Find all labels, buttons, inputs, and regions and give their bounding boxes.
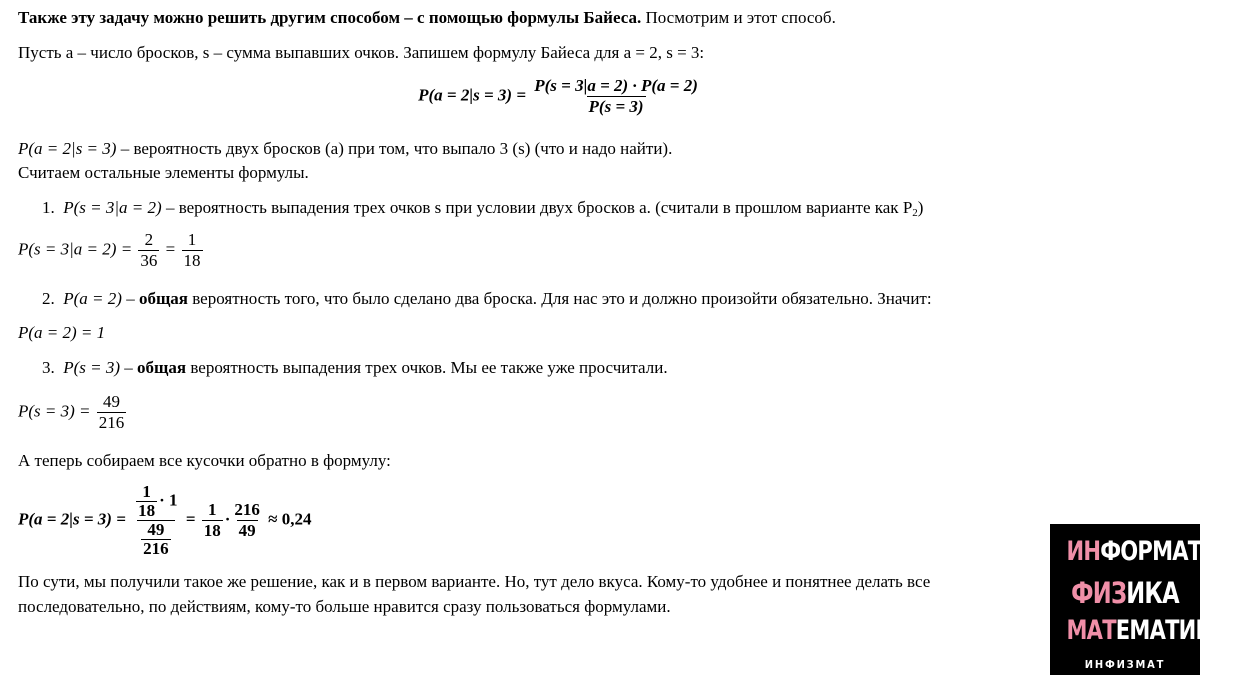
target-text: – вероятность двух бросков (a) при том, что выпало 3 (s) (что и надо найти). — [116, 139, 673, 158]
item1-close: ) — [917, 198, 924, 217]
final-lower-fraction — [141, 521, 171, 558]
logo-l1-rest: ФОРМАТИКА — [1100, 536, 1250, 567]
item2-dash: – — [121, 289, 139, 308]
item2-text: вероятность того, что было сделано два броска. Для нас это и должно произойти обязательно. Значит: — [188, 289, 932, 308]
final-fraction-2 — [232, 500, 262, 541]
final-lower-den: 216 — [143, 539, 169, 558]
final-compound-fraction — [132, 483, 179, 558]
eq1-den-b: 18 — [183, 251, 201, 270]
intro-bold: Также эту задачу можно решить другим способом – с помощью формулы Байеса. — [18, 8, 642, 27]
item3-text: вероятность выпадения трех очков. Мы ее также уже просчитали. — [186, 358, 668, 377]
logo-footer: ИНФИЗМАТ — [1084, 658, 1166, 671]
list-item-3 — [42, 357, 668, 379]
final-approx: ≈ 0,24 — [268, 509, 312, 529]
logo-line-fizika — [1067, 576, 1184, 610]
eq1-fraction-a — [138, 230, 159, 271]
conclusion-line-2: последовательно, по действиям, кому-то больше нравится сразу пользоваться формулами. — [18, 597, 671, 616]
final-dot: · — [224, 509, 231, 529]
infizmat-logo — [1050, 524, 1250, 675]
final-inner-fraction — [136, 483, 157, 520]
bayes-denominator: P(s = 3) — [588, 97, 644, 116]
list-item-1 — [42, 197, 923, 224]
item3-dash: – — [120, 358, 138, 377]
equation-3 — [18, 392, 128, 433]
eq1-num-a: 2 — [144, 230, 154, 249]
item1-expr: P(s = 3|a = 2) — [63, 198, 162, 217]
definition-line: Пусть a – число бросков, s – сумма выпавших очков. Запишем формулу Байеса для a = 2, s = 3: — [18, 43, 705, 62]
target-expr: P(a = 2|s = 3) — [18, 139, 117, 158]
logo-l1-accent: ИН — [1066, 536, 1101, 567]
item1-text: – вероятность выпадения трех очков s при условии двух бросков a. (считали в прошлом варианте как P — [161, 198, 913, 217]
logo-l2-rest: ИКА — [1126, 576, 1179, 610]
final-times-one: · 1 — [159, 490, 178, 510]
final-upper — [132, 483, 179, 520]
logo-line-matematika — [1066, 615, 1228, 646]
final-lhs: P(a = 2|s = 3) = — [18, 509, 126, 529]
logo-line-informatika — [1066, 536, 1250, 567]
bayes-formula — [0, 76, 1120, 117]
final-f1-num: 1 — [208, 500, 217, 519]
bayes-numerator: P(s = 3|a = 2) · P(a = 2) — [534, 76, 698, 95]
eq3-den: 216 — [98, 413, 125, 432]
item1-number: 1. — [42, 198, 55, 217]
final-f2-den: 49 — [238, 521, 256, 540]
bayes-fraction — [532, 76, 700, 117]
final-f2-num: 216 — [234, 500, 260, 519]
eq3-num: 49 — [103, 392, 121, 411]
eq3-lhs: P(s = 3) = — [18, 401, 91, 421]
item2-bold: общая — [138, 289, 188, 308]
count-line: Считаем остальные элементы формулы. — [18, 163, 309, 182]
logo-l3-accent: МАТ — [1066, 615, 1116, 646]
eq1-num-b: 1 — [187, 230, 197, 249]
final-f1-den: 18 — [203, 521, 221, 540]
item3-number: 3. — [42, 358, 55, 377]
logo-l2-accent: ФИЗ — [1071, 576, 1127, 610]
target-definition — [18, 138, 672, 160]
bayes-lhs: P(a = 2|s = 3) = — [418, 85, 527, 105]
final-equation — [18, 483, 312, 558]
final-inner-den: 18 — [138, 501, 156, 520]
equation-1 — [18, 230, 205, 271]
intro-line — [18, 7, 836, 29]
eq3-fraction — [97, 392, 127, 433]
item2-expr: P(a = 2) — [63, 289, 122, 308]
eq1-lhs: P(s = 3|a = 2) = — [18, 239, 133, 259]
item3-bold: общая — [137, 358, 187, 377]
final-inner-num: 1 — [142, 482, 151, 501]
final-lower — [137, 520, 175, 558]
equation-2: P(a = 2) = 1 — [18, 323, 106, 342]
logo-l3-rest: ЕМАТИКА — [1115, 615, 1228, 646]
final-lower-num: 49 — [147, 520, 165, 539]
assemble-line: А теперь собираем все кусочки обратно в формулу: — [18, 451, 391, 470]
intro-rest: Посмотрим и этот способ. — [641, 8, 836, 27]
final-equals: = — [185, 509, 196, 529]
eq1-equals: = — [165, 239, 176, 259]
item3-expr: P(s = 3) — [63, 358, 121, 377]
eq1-den-a: 36 — [140, 251, 158, 270]
eq1-fraction-b — [182, 230, 203, 271]
item2-number: 2. — [42, 289, 55, 308]
conclusion-line-1: По сути, мы получили такое же решение, как и в первом варианте. Но, тут дело вкуса. Кому-то удобнее и понятнее делать все — [18, 572, 931, 591]
final-fraction-1 — [202, 500, 223, 541]
list-item-2 — [42, 288, 932, 310]
item1-subscript: 2 — [912, 207, 918, 219]
